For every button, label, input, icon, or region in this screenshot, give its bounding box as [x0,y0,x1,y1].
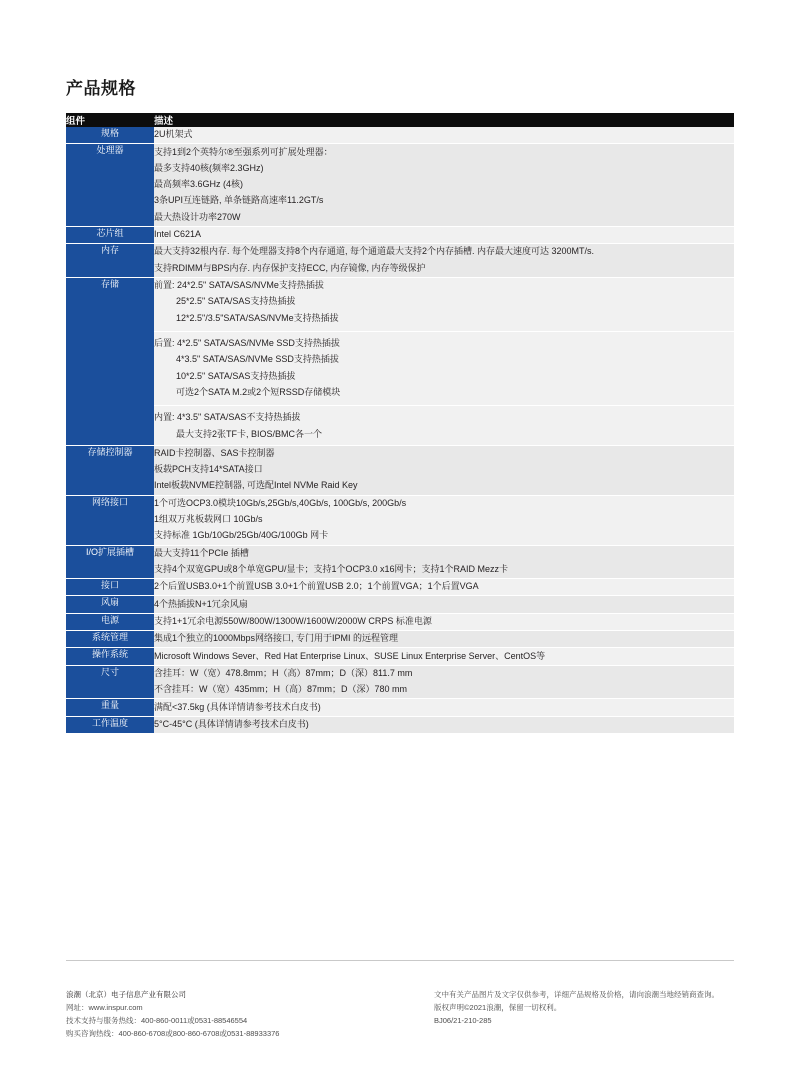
cell-description [154,226,734,243]
description-line: 最大支持32根内存. 每个处理器支持8个内存通道, 每个通道最大支持2个内存插槽. 内存最大速度可达 3200MT/s. [154,246,595,257]
description-group [154,278,734,329]
table-header-row [66,113,734,127]
description-line: 支持4个双宽GPU或8个单宽GPU/显卡；支持1个OCP3.0 x16网卡；支持1个RAID Mezz卡 [154,564,509,574]
cell-description [154,596,734,613]
description-line: Intel板载NVME控制器, 可选配Intel NVMe Raid Key [154,480,358,491]
cell-component: 尺寸 [66,665,154,699]
cell-description [154,716,734,733]
description-line: 支持1到2个英特尔®至强系列可扩展处理器： [154,146,333,157]
table-row [66,665,734,699]
footer-left-line: 技术支持与服务热线：400-860-0011或0531-88546554 [66,1016,248,1026]
description-line: 最大支持11个PCIe 插槽 [154,547,249,558]
cell-description [154,648,734,665]
description-line: 后置: 4*2.5" SATA/SAS/NVMe SSD支持热插拔 [154,337,340,348]
description-line: 最大支持2张TF卡, BIOS/BMC各一个 [176,428,323,439]
description-line: 2U机架式 [154,129,193,140]
table-row [66,495,734,545]
cell-description [154,144,734,227]
column-header-component: 组件 [66,113,154,127]
description-line: 内置: 4*3.5" SATA/SAS不支持热插拔 [154,412,301,423]
table-row [66,445,734,495]
cell-component: 存储 [66,277,154,445]
description-group [154,331,734,403]
spec-section [66,74,734,734]
cell-component: 处理器 [66,144,154,227]
description-line: 4个热插拔N+1冗余风扇 [154,598,248,609]
description-line: 含挂耳：W（宽）478.8mm；H（高）87mm；D（深）811.7 mm [154,667,413,678]
table-row [66,579,734,596]
cell-description [154,495,734,545]
description-line: 可选2个SATA M.2或2个短RSSD存储模块 [176,386,341,397]
cell-component: 接口 [66,579,154,596]
description-group [154,405,734,445]
table-body [66,127,734,733]
table-row [66,699,734,716]
cell-component: 电源 [66,613,154,630]
footer-left-line: 网址：www.inspur.com [66,1003,143,1013]
table-row [66,127,734,144]
cell-component: 芯片组 [66,226,154,243]
description-line: 最高频率3.6GHz (4核) [154,179,244,190]
footer-right-line: 版权声明©2021浪潮，保留一切权利。 [434,1003,562,1013]
table-row [66,277,734,445]
table-row [66,648,734,665]
cell-component: 网络接口 [66,495,154,545]
specifications-table [66,113,734,734]
table-row [66,244,734,278]
cell-description [154,277,734,445]
cell-description [154,631,734,648]
table-row [66,631,734,648]
description-line: 5°C-45°C (具体详情请参考技术白皮书) [154,718,309,729]
description-line: 最多支持40核(频率2.3GHz) [154,162,264,173]
footer-right-line: BJ06/21-210-285 [434,1016,492,1026]
cell-description [154,579,734,596]
page-title: 产品规格 [66,79,136,98]
description-line: 支持标准 1Gb/10Gb/25Gb/40G/100Gb 网卡 [154,530,329,541]
cell-description [154,699,734,716]
footer-left-line: 浪潮（北京）电子信息产业有限公司 [66,990,186,999]
cell-description [154,445,734,495]
cell-description [154,545,734,579]
description-line: Microsoft Windows Sever、Red Hat Enterprise Linux、SUSE Linux Enterprise Server、CentOS等 [154,650,546,661]
cell-component: I/O扩展插槽 [66,545,154,579]
table-row [66,716,734,733]
cell-component: 风扇 [66,596,154,613]
description-line: RAID卡控制器、SAS卡控制器 [154,447,275,458]
table-row [66,613,734,630]
footer-legal-info [434,988,734,1041]
description-line: 最大热设计功率270W [154,211,241,222]
description-line: 3条UPI互连链路, 单条链路高速率11.2GT/s [154,195,324,206]
description-line: 支持RDIMM与BPS内存. 内存保护支持ECC, 内存镜像, 内存等级保护 [154,262,426,273]
table-row [66,596,734,613]
column-header-description: 描述 [154,113,734,127]
description-line: 1个可选OCP3.0模块10Gb/s,25Gb/s,40Gb/s, 100Gb/s, 200Gb/s [154,497,407,508]
cell-component: 存储控制器 [66,445,154,495]
footer-divider [66,960,734,961]
description-line: 不含挂耳：W（宽）435mm；H（高）87mm；D（深）780 mm [154,684,408,695]
table-row [66,545,734,579]
cell-description [154,613,734,630]
table-row [66,144,734,227]
description-line: 满配<37.5kg (具体详情请参考技术白皮书) [154,701,321,712]
table-row [66,226,734,243]
page-footer [66,988,734,1041]
description-line: 支持1+1冗余电源550W/800W/1300W/1600W/2000W CRPS 标准电源 [154,615,432,626]
cell-component: 重量 [66,699,154,716]
description-line: 集成1个独立的1000Mbps网络接口, 专门用于IPMI 的远程管理 [154,633,399,644]
description-line: 板载PCH支持14*SATA接口 [154,464,263,475]
description-line: 25*2.5" SATA/SAS支持热插拔 [176,296,296,307]
description-line: 10*2.5" SATA/SAS支持热插拔 [176,370,296,381]
footer-right-line: 文中有关产品图片及文字仅供参考，详细产品规格及价格，请向浪潮当地经销商查询。 [434,990,719,999]
description-line: 1组双万兆板载网口 10Gb/s [154,514,263,525]
description-line: 4*3.5" SATA/SAS/NVMe SSD支持热插拔 [176,354,339,365]
cell-component: 内存 [66,244,154,278]
footer-company-info [66,988,396,1041]
cell-component: 工作温度 [66,716,154,733]
description-line: 2个后置USB3.0+1个前置USB 3.0+1个前置USB 2.0；1个前置VGA；1个后置VGA [154,581,479,592]
cell-component: 系统管理 [66,631,154,648]
cell-component: 操作系统 [66,648,154,665]
cell-description [154,244,734,278]
description-line: Intel C621A [154,229,202,240]
cell-description [154,127,734,144]
description-line: 前置: 24*2.5" SATA/SAS/NVMe支持热插拔 [154,280,324,290]
footer-left-line: 购买咨询热线：400-860-6708或800-860-6708或0531-88933376 [66,1029,280,1039]
cell-component: 规格 [66,127,154,144]
description-line: 12*2.5"/3.5"SATA/SAS/NVMe支持热插拔 [176,312,339,323]
cell-description [154,665,734,699]
